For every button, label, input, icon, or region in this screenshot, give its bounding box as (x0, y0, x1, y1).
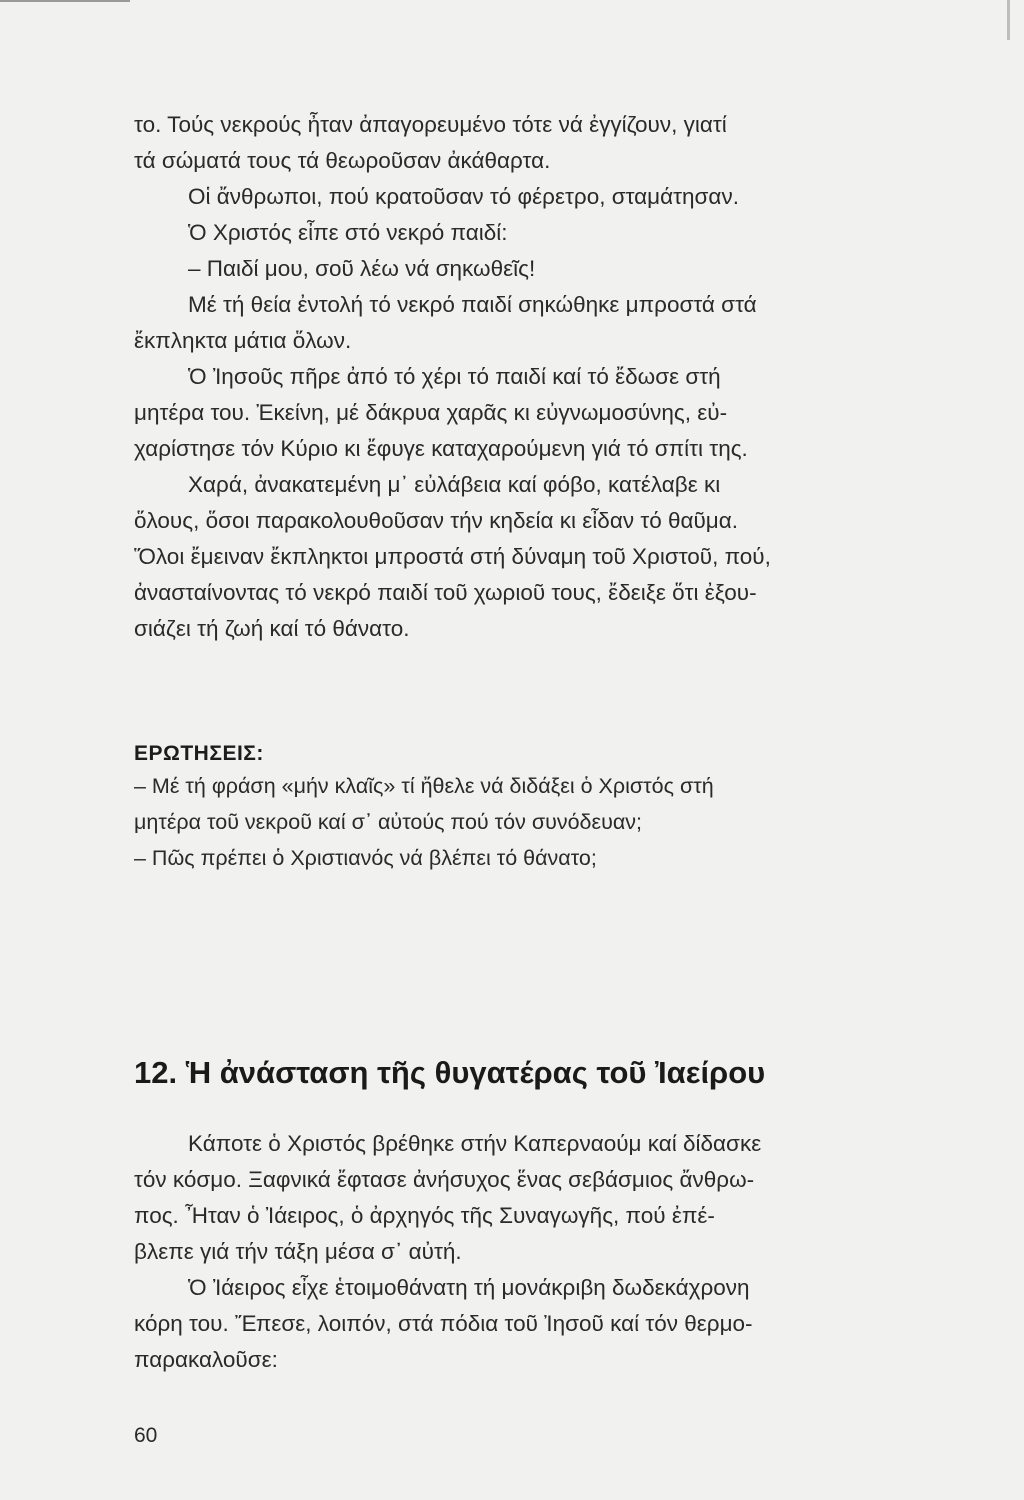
text-line: τόν κόσμο. Ξαφνικά ἔφτασε ἀνήσυχος ἕνας σεβάσμιος ἄνθρω- (134, 1167, 755, 1192)
question-line: μητέρα τοῦ νεκροῦ καί σ᾿ αὐτούς πού τόν συνόδευαν; (134, 810, 643, 834)
text-line: το. Τούς νεκρούς ἦταν ἀπαγορευμένο τότε νά ἐγγίζουν, γιατί (134, 112, 727, 137)
text-line: βλεπε γιά τήν τάξη μέσα σ᾿ αὐτή. (134, 1239, 462, 1264)
question-line: – Μέ τή φράση «μήν κλαῖς» τί ἤθελε νά διδάξει ὁ Χριστός στή (134, 774, 714, 798)
text-line: παρακαλοῦσε: (134, 1347, 278, 1372)
text-line: χαρίστησε τόν Κύριο κι ἔφυγε καταχαρούμενη γιά τό σπίτι της. (134, 436, 748, 461)
text-line: μητέρα του. Ἐκείνη, μέ δάκρυα χαρᾶς κι εὐγνωμοσύνης, εὐ- (134, 400, 728, 425)
text-line: Μέ τή θεία ἐντολή τό νεκρό παιδί σηκώθηκε μπροστά στά (188, 292, 757, 317)
questions-list (134, 768, 960, 876)
text-line: Χαρά, ἀνακατεμένη μ᾿ εὐλάβεια καί φόβο, κατέλαβε κι (188, 472, 721, 497)
question-line: – Πῶς πρέπει ὁ Χριστιανός νά βλέπει τό θάνατο; (134, 846, 597, 870)
text-line: Ὅλοι ἔμειναν ἔκπληκτοι μπροστά στή δύναμη τοῦ Χριστοῦ, πού, (134, 544, 771, 569)
text-line: ἀνασταίνοντας τό νεκρό παιδί τοῦ χωριοῦ τους, ἔδειξε ὅτι ἐξου- (134, 580, 757, 605)
text-line: Ὁ Ἰησοῦς πῆρε ἀπό τό χέρι τό παιδί καί τό ἔδωσε στή (188, 364, 721, 389)
text-line: Οἱ ἄνθρωποι, πού κρατοῦσαν τό φέρετρο, σταμάτησαν. (188, 184, 739, 209)
text-line: Ὁ Ἰάειρος εἶχε ἑτοιμοθάνατη τή μονάκριβη δωδεκάχρονη (188, 1275, 750, 1300)
text-line: ὅλους, ὅσοι παρακολουθοῦσαν τήν κηδεία κι εἶδαν τό θαῦμα. (134, 508, 739, 533)
text-line: τά σώματά τους τά θεωροῦσαν ἀκάθαρτα. (134, 148, 551, 173)
body-text-top (134, 107, 960, 647)
text-line: σιάζει τή ζωή καί τό θάνατο. (134, 616, 410, 641)
text-line: – Παιδί μου, σοῦ λέω νά σηκωθεῖς! (188, 256, 536, 281)
chapter-heading: 12. Ἡ ἀνάσταση τῆς θυγατέρας τοῦ Ἰαείρου (134, 1055, 766, 1090)
binding-shadow (1007, 0, 1010, 40)
text-line: Ὁ Χριστός εἶπε στό νεκρό παιδί: (188, 220, 508, 245)
text-line: Κάποτε ὁ Χριστός βρέθηκε στήν Καπερναούμ καί δίδασκε (188, 1131, 762, 1156)
text-line: πος. Ἦταν ὁ Ἰάειρος, ὁ ἀρχηγός τῆς Συναγωγῆς, πού ἐπέ- (134, 1203, 715, 1228)
body-text-bottom (134, 1126, 960, 1378)
text-line: ἔκπληκτα μάτια ὅλων. (134, 328, 352, 353)
page-edge-mark (0, 0, 130, 2)
page-number: 60 (134, 1424, 158, 1447)
text-line: κόρη του. Ἔπεσε, λοιπόν, στά πόδια τοῦ Ἰησοῦ καί τόν θερμο- (134, 1311, 753, 1336)
questions-title: ΕΡΩΤΗΣΕΙΣ: (134, 742, 264, 765)
